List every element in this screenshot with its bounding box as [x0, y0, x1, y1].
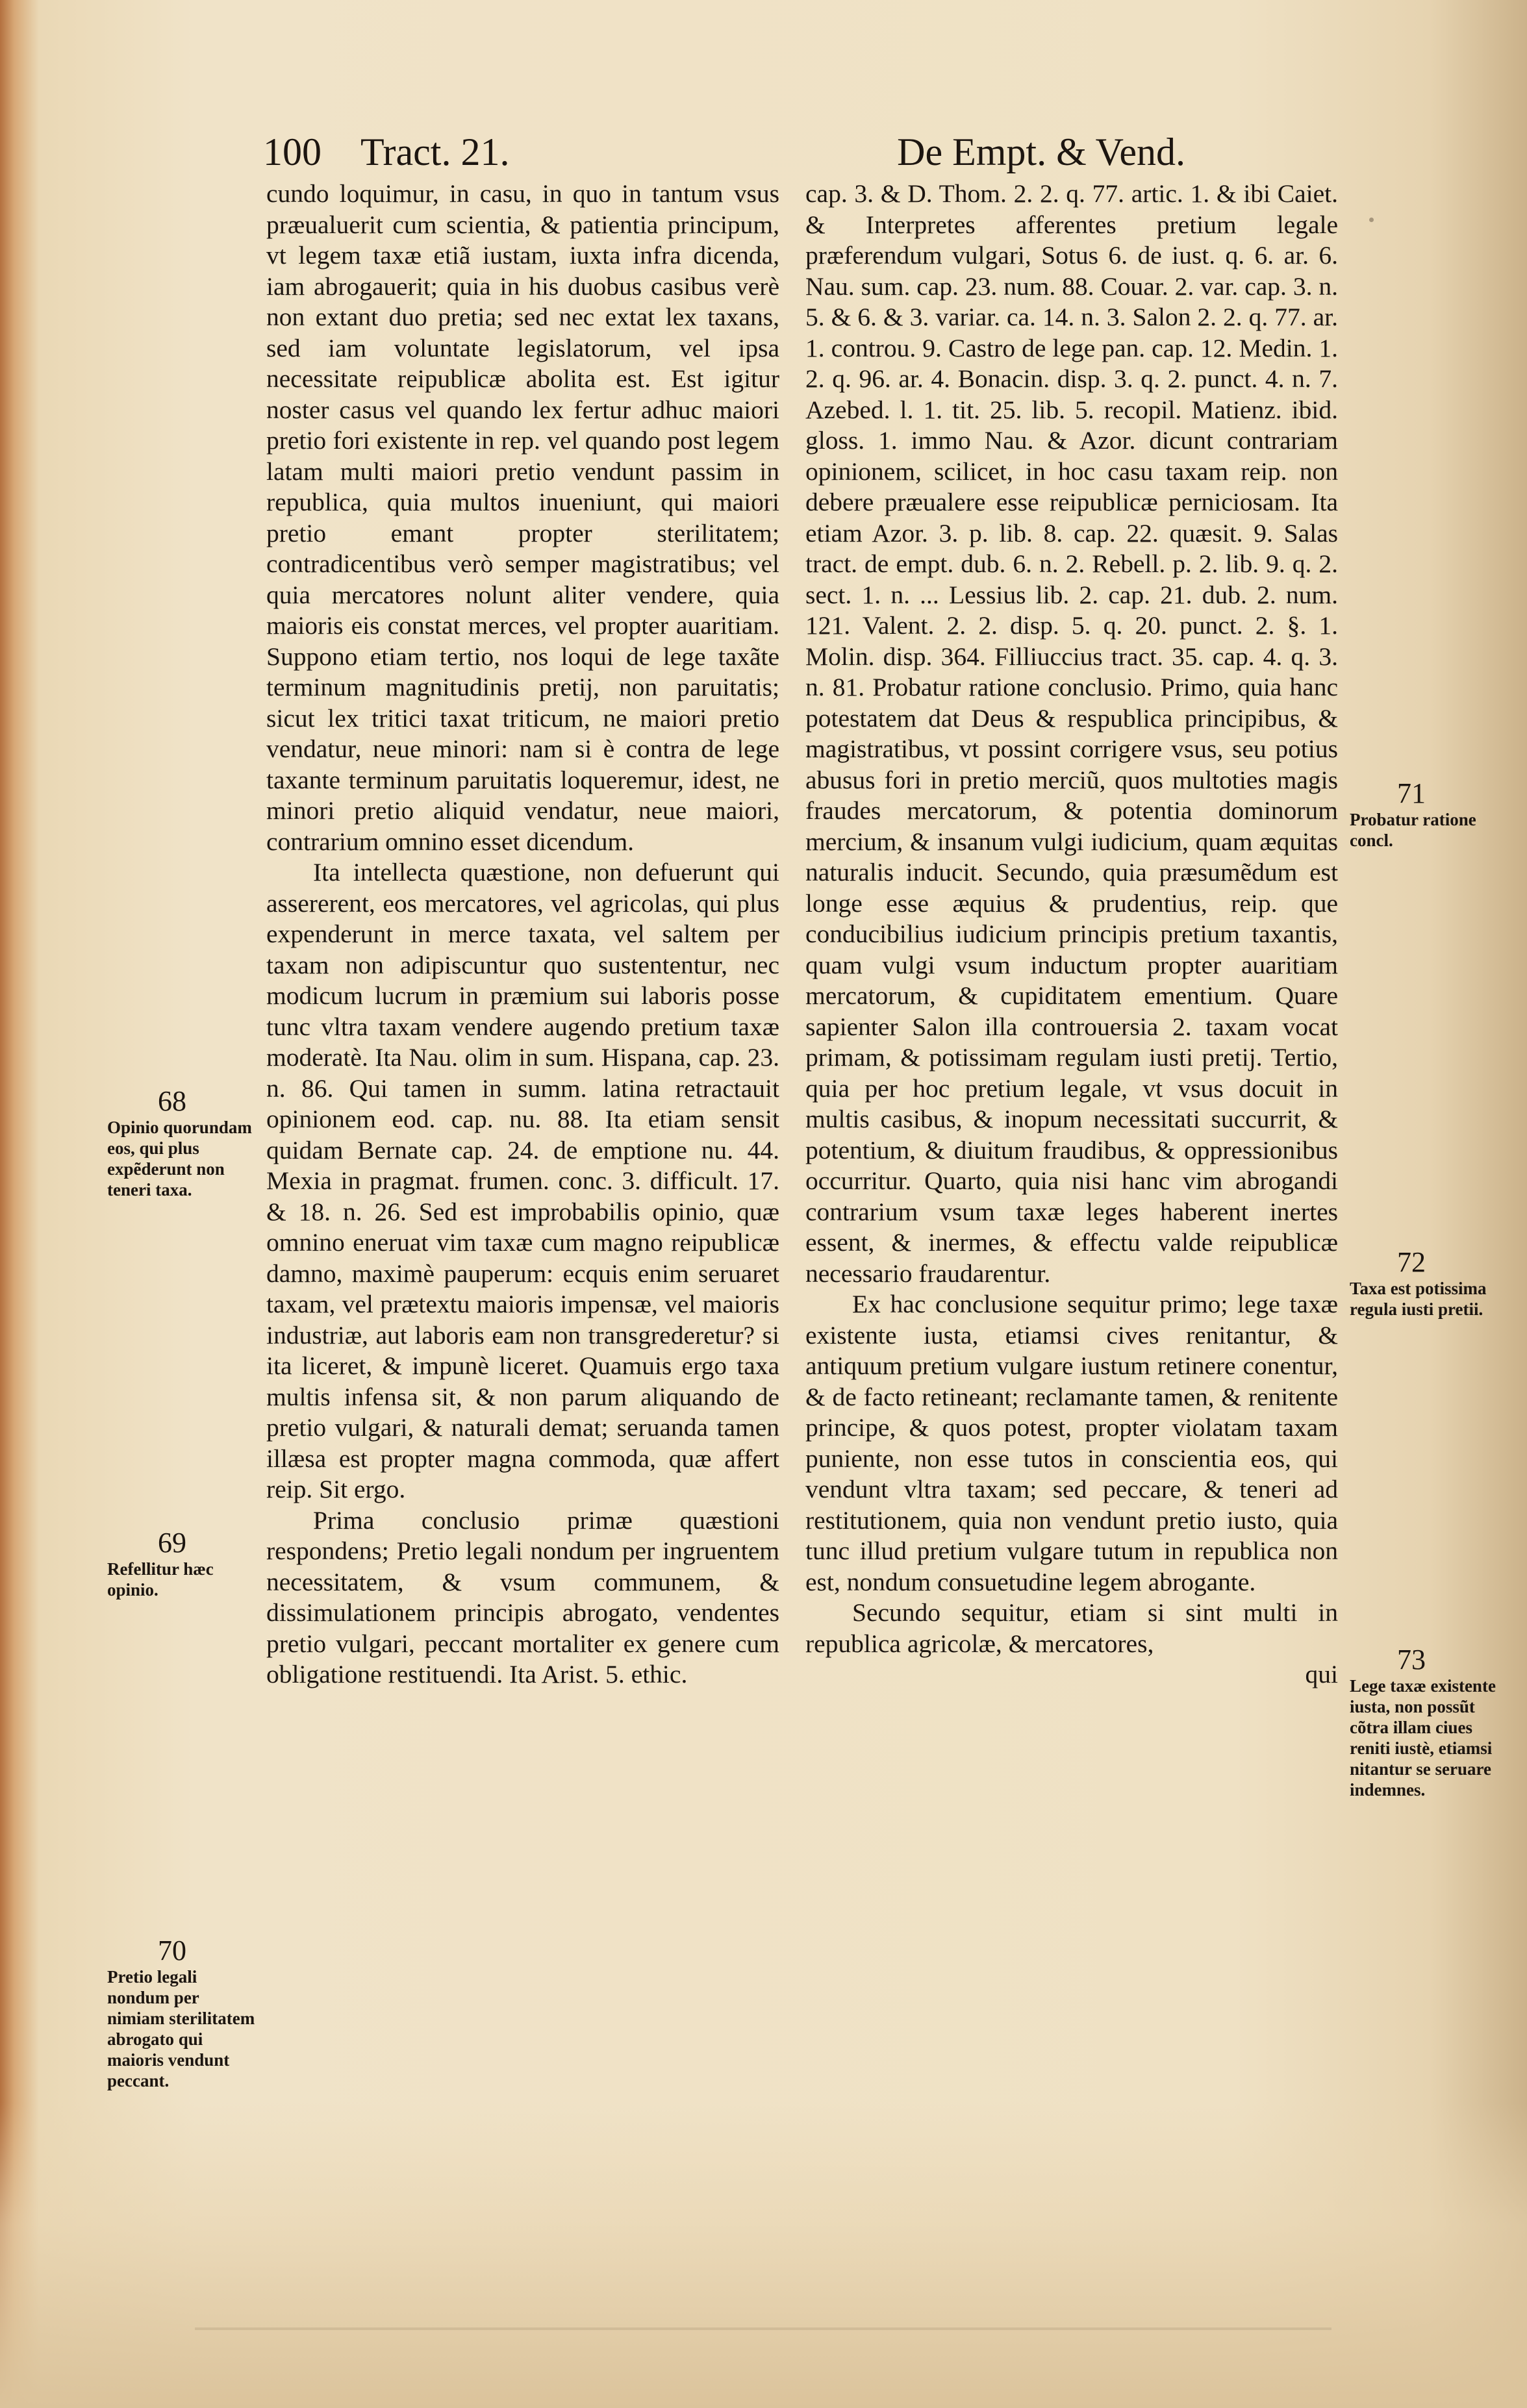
- right-paragraph-3: Secundo sequitur, etiam si sint multi in republica agricolæ, & mercatores,: [805, 1598, 1338, 1658]
- margin-number: 68: [158, 1085, 186, 1117]
- margin-note-68: [107, 1086, 257, 1200]
- margin-text: Pretio legali nondum per nimiam sterilitatem abrogato qui maioris vendunt peccant.: [107, 1967, 255, 2090]
- left-paragraph-1: cundo loquimur, in casu, in quo in tantum vsus præualuerit cum scientia, & patientia principum, vt legem taxæ etiã iustam, iuxta infra dicenda, iam abrogauerit; quia in his duobus casibus verè non extant duo pretia; sed nec extat lex taxans, sed iam voluntate legislatorum, vel ipsa necessitate reipublicæ abolita est. Est igitur noster casus vel quando lex fertur adhuc maiori pretio fori existente in rep. vel quando post legem latam multi maiori pretio vendunt passim in republica, quia multos inueniunt, qui maiori pretio emant propter sterilitatem; contradicentibus verò semper magistratibus; vel quia mercatores nolunt aliter vendere, quia maioris eis constat merces, vel propter auaritiam. Suppono etiam tertio, nos loqui de lege taxãte terminum magnitudinis pretij, non paruitatis; sicut lex tritici taxat triticum, ne maiori pretio vendatur, neue minori: nam si è contra de lege taxante terminum paruitatis loqueremur, idest, ne minori pretio aliquid vendatur, neue maiori, contrarium omnino esset dicendum.: [266, 179, 779, 856]
- margin-note-72: [1350, 1247, 1512, 1320]
- left-paragraph-2: Ita intellecta quæstione, non defuerunt qui assererent, eos mercatores, vel agricolas, qui plus expenderunt in merce taxata, vel saltem per taxam non adipiscuntur quo sustententur, nec modicum lucrum in præmium sui laboris posse tunc vltra taxam vendere augendo pretium taxæ moderatè. Ita Nau. olim in sum. Hispana, cap. 23. n. 86. Qui tamen in summ. latina retractauit opinionem eod. cap. nu. 88. Ita etiam sensit quidam Bernate cap. 24. de emptione nu. 44. Mexia in pragmat. frumen. conc. 3. difficult. 17. & 18. n. 26. Sed est improbabilis opinio, quæ omnino eneruat vim taxæ cum magno reipublicæ damno, maximè pauperum: ecquis enim seruaret taxam, vel prætextu maioris impensæ, vel maioris industriæ, aut laboris eam non transgrederetur? si ita liceret, & impunè liceret. Quamuis ergo taxa multis infensa sit, & non parum aliquando de pretio vulgari, & naturali demat; seruanda tamen illæsa est propter magna commoda, quæ affert reip. Sit ergo.: [266, 858, 779, 1503]
- header-left: [263, 130, 509, 175]
- running-title-left: Tract. 21.: [360, 131, 510, 173]
- right-column: [805, 179, 1338, 1690]
- margin-number: 73: [1397, 1644, 1426, 1675]
- right-paragraph-1: cap. 3. & D. Thom. 2. 2. q. 77. artic. 1. & ibi Caiet. & Interpretes afferentes pretium legale præferendum vulgari, Sotus 6. de iust. q. 6. ar. 6. Nau. sum. cap. 23. num. 88. Couar. 2. var. cap. 3. n. 5. & 6. & 3. variar. ca. 14. n. 3. Salon 2. 2. q. 77. ar. 1. controu. 9. Castro de lege pan. cap. 12. Medin. 1. 2. q. 96. ar. 4. Bonacin. disp. 3. q. 2. punct. 4. n. 7. Azebed. l. 1. tit. 25. lib. 5. recopil. Matienz. ibid. gloss. 1. immo Nau. & Azor. dicunt contrariam opinionem, scilicet, in hoc casu taxam reip. non debere præualere esse reipublicæ perniciosam. Ita etiam Azor. 3. p. lib. 8. cap. 22. quæsit. 9. Salas tract. de empt. dub. 6. n. 2. Rebell. p. 2. lib. 9. q. 2. sect. 1. n. ... Lessius lib. 2. cap. 21. dub. 2. num. 121. Valent. 2. 2. disp. 5. q. 20. punct. 2. §. 1. Molin. disp. 364. Filliuccius tract. 35. cap. 4. q. 3. n. 81. Probatur ratione conclusio. Primo, quia hanc potestatem dat Deus & respublica principibus, & magistratibus, vt possint corrigere vsus, seu potius abusus fori in pretio merciũ, quos multoties magis fraudes mercatorum, & potentia dominorum mercium, & insanum vulgi iudicium, quam æquitas naturalis inducit. Secundo, quia præsumẽdum est longe esse æquius & prudentius, reip. que conducibilius iudicium principis pretium taxantis, quam vulgi vsum inductum propter auaritiam mercatorum, & cupiditatem ementium. Quare sapienter Salon illa controuersia 2. taxam vocat primam, & potissimam regulam iusti pretij. Tertio, quia per hoc pretium legale, vt vsus docuit in multis casibus, & inopum necessitati succurrit, & potentium, & diuitum fraudibus, & oppressionibus occurritur. Quarto, quia nisi hanc vim abrogandi contrarium vsum taxæ leges haberent inertes essent, & inermes, & effectu valde reipublicæ necessario fraudarentur.: [805, 179, 1338, 1288]
- margin-note-69: [107, 1527, 257, 1600]
- margin-note-71: [1350, 778, 1512, 851]
- margin-number: 70: [158, 1935, 186, 1966]
- left-column: [266, 179, 779, 1690]
- right-paragraph-2: Ex hac conclusione sequitur primo; lege taxæ existente iusta, etiamsi cives renitantur, & antiquum pretium vulgare iustum retinere conentur, & de facto retineant; reclamante tamen, & renitente principe, & quos potest, propter violatam taxam puniente, non esse tutos in conscientia eos, qui vendunt vltra taxam; sed peccare, & teneri ad restitutionem, quia non vendunt pretio iusto, quia tunc illud pretium vulgare tutum in republica non est, nondum consuetudine legem abrogante.: [805, 1290, 1338, 1596]
- margin-text: Refellitur hæc opinio.: [107, 1559, 214, 1599]
- margin-text: Opinio quorundam eos, qui plus expẽderunt non teneri taxa.: [107, 1118, 252, 1199]
- margin-text: Lege taxæ existente iusta, non possũt cõtra illam ciues reniti iustè, etiamsi nitantur se seruare indemnes.: [1350, 1676, 1496, 1800]
- bottom-shadow-line: [195, 2327, 1331, 2330]
- page-number: 100: [263, 131, 322, 173]
- running-header: [263, 130, 1185, 182]
- margin-note-73: [1350, 1644, 1512, 1800]
- catchword: qui: [1305, 1660, 1338, 1688]
- left-paragraph-3: Prima conclusio primæ quæstioni respondens; Pretio legali nondum per ingruentem necessitatem, & vsum communem, & dissimulationem principis abrogato, vendentes pretio vulgari, peccant mortaliter ex genere cum obligatione restituendi. Ita Arist. 5. ethic.: [266, 1505, 779, 1688]
- margin-text: Probatur ratione concl.: [1350, 810, 1476, 850]
- margin-number: 72: [1397, 1246, 1426, 1278]
- margin-number: 69: [158, 1527, 186, 1559]
- margin-note-70: [107, 1935, 257, 2091]
- ink-speck: [1369, 218, 1374, 222]
- running-title-right: De Empt. & Vend.: [897, 131, 1185, 173]
- margin-number: 71: [1397, 777, 1426, 809]
- margin-text: Taxa est potissima regula iusti pretii.: [1350, 1279, 1487, 1319]
